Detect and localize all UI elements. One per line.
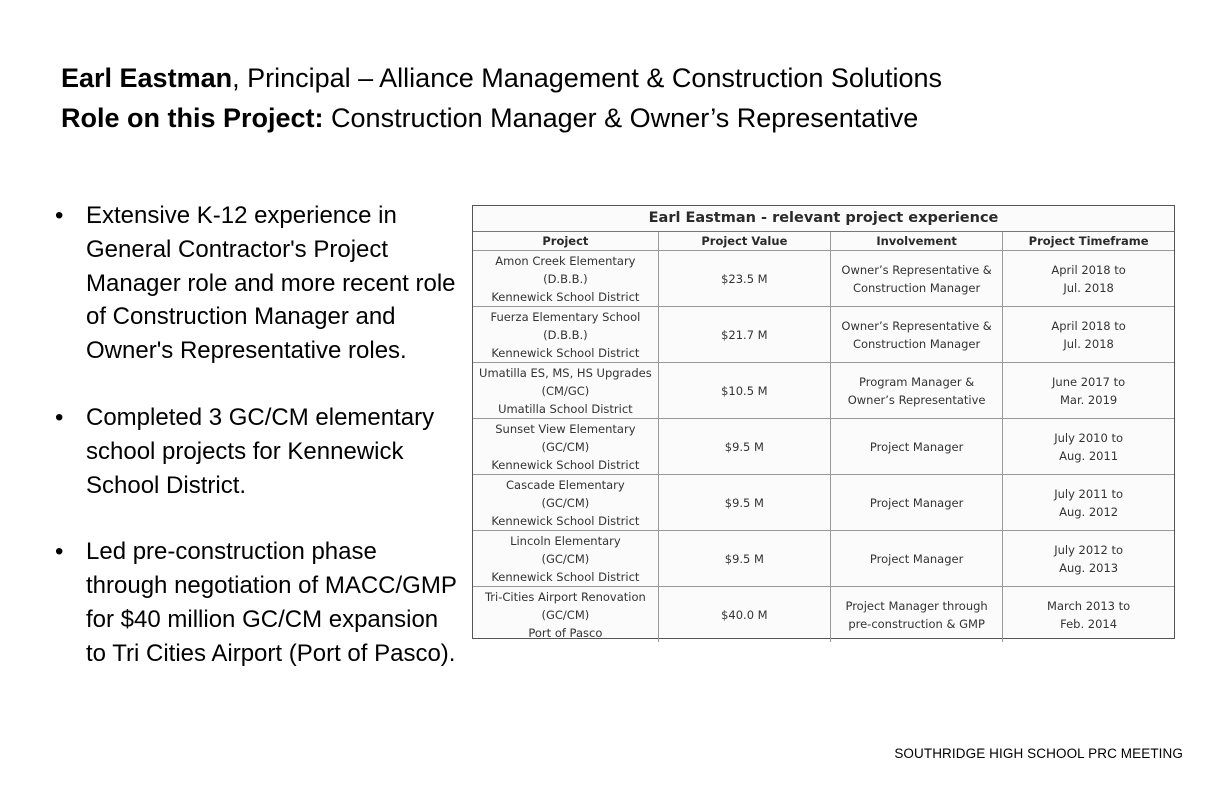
cell-project: [473, 587, 658, 643]
cell-timeframe: [1003, 363, 1174, 419]
timeframe-line: April 2018 to: [1051, 262, 1126, 277]
cell-involvement: [830, 419, 1002, 475]
timeframe-line: Feb. 2014: [1060, 616, 1118, 631]
experience-table-image: [472, 205, 1175, 639]
cell-timeframe: [1003, 419, 1174, 475]
bullet-text: Extensive K-12 experience in General Contractor's Project Manager role and more recent role of Construction Manager and Owner's Representative roles.: [86, 202, 456, 365]
cell-value: $10.5 M: [658, 363, 830, 419]
timeframe-line: Aug. 2013: [1059, 560, 1119, 575]
involvement-line: Construction Manager: [852, 280, 981, 295]
cell-involvement: [830, 475, 1002, 531]
table-row: [473, 307, 1174, 363]
project-line: Amon Creek Elementary: [495, 253, 636, 268]
cell-value: $9.5 M: [658, 419, 830, 475]
timeframe-line: July 2010 to: [1054, 430, 1124, 445]
cell-project: [473, 419, 658, 475]
involvement-line: Owner’s Representative &: [841, 318, 992, 333]
bullet-list: [50, 199, 460, 704]
project-line: Lincoln Elementary: [510, 533, 621, 548]
project-line: Kennewick School District: [491, 457, 640, 472]
project-line: Port of Pasco: [528, 625, 603, 640]
project-line: Sunset View Elementary: [495, 421, 636, 436]
project-line: Umatilla School District: [498, 401, 633, 416]
project-line: (GC/CM): [541, 607, 590, 622]
project-line: Fuerza Elementary School: [490, 309, 641, 324]
cell-project: [473, 363, 658, 419]
timeframe-line: Aug. 2011: [1059, 448, 1119, 463]
involvement-line: Program Manager &: [858, 374, 975, 389]
cell-involvement: [830, 531, 1002, 587]
table-row: [473, 419, 1174, 475]
timeframe-line: Jul. 2018: [1063, 280, 1114, 295]
table-row: [473, 251, 1174, 307]
person-title: , Principal – Alliance Management & Construction Solutions: [232, 63, 942, 93]
timeframe-line: July 2012 to: [1054, 542, 1124, 557]
table-row: [473, 587, 1174, 643]
project-line: (GC/CM): [541, 495, 590, 510]
project-line: Kennewick School District: [491, 513, 640, 528]
cell-timeframe: [1003, 587, 1174, 643]
project-line: (GC/CM): [541, 551, 590, 566]
table-title: Earl Eastman - relevant project experience: [473, 206, 1174, 232]
project-line: Umatilla ES, MS, HS Upgrades: [479, 365, 652, 380]
footer-text: SOUTHRIDGE HIGH SCHOOL PRC MEETING: [894, 746, 1183, 761]
timeframe-line: Aug. 2012: [1059, 504, 1119, 519]
cell-involvement: [830, 251, 1002, 307]
bullet-item: [50, 199, 460, 368]
bullet-text: Led pre-construction phase through negotiation of MACC/GMP for $40 million GC/CM expansion to Tri Cities Airport (Port of Pasco).: [86, 538, 457, 667]
column-header: Project: [473, 232, 658, 251]
experience-table: [473, 232, 1174, 642]
table-row: [473, 531, 1174, 587]
project-line: (D.B.B.): [543, 271, 588, 286]
bullet-icon: •: [55, 538, 64, 566]
cell-timeframe: [1003, 475, 1174, 531]
cell-value: $21.7 M: [658, 307, 830, 363]
column-header: Involvement: [830, 232, 1002, 251]
cell-project: [473, 251, 658, 307]
header-role-line: [61, 98, 1181, 138]
table-header-row: [473, 232, 1174, 251]
cell-value: $40.0 M: [658, 587, 830, 643]
involvement-line: Owner’s Representative: [847, 392, 986, 407]
cell-timeframe: [1003, 307, 1174, 363]
cell-value: $9.5 M: [658, 531, 830, 587]
cell-project: [473, 531, 658, 587]
cell-value: $23.5 M: [658, 251, 830, 307]
cell-timeframe: [1003, 251, 1174, 307]
project-line: (CM/GC): [541, 383, 590, 398]
project-line: Cascade Elementary: [506, 477, 625, 492]
timeframe-line: April 2018 to: [1051, 318, 1126, 333]
role-value: Construction Manager & Owner’s Representative: [323, 103, 919, 133]
project-line: (D.B.B.): [543, 327, 588, 342]
involvement-line: Project Manager: [869, 551, 964, 566]
table-row: [473, 363, 1174, 419]
cell-involvement: [830, 363, 1002, 419]
timeframe-line: March 2013 to: [1047, 598, 1131, 613]
page-header: [61, 58, 1181, 138]
column-header: Project Value: [658, 232, 830, 251]
bullet-item: [50, 401, 460, 502]
cell-involvement: [830, 307, 1002, 363]
timeframe-line: Mar. 2019: [1059, 392, 1118, 407]
involvement-line: Project Manager through: [845, 598, 988, 613]
bullet-icon: •: [55, 202, 64, 229]
involvement-line: Owner’s Representative &: [841, 262, 992, 277]
bullet-text: Completed 3 GC/CM elementary school projects for Kennewick School District.: [86, 403, 435, 499]
table-row: [473, 475, 1174, 531]
project-line: Kennewick School District: [491, 289, 640, 304]
cell-project: [473, 475, 658, 531]
cell-value: $9.5 M: [658, 475, 830, 531]
project-line: (GC/CM): [541, 439, 590, 454]
cell-project: [473, 307, 658, 363]
cell-involvement: [830, 587, 1002, 643]
timeframe-line: July 2011 to: [1054, 486, 1124, 501]
cell-timeframe: [1003, 531, 1174, 587]
project-line: Kennewick School District: [491, 345, 640, 360]
involvement-line: Construction Manager: [852, 336, 981, 351]
header-name-line: [61, 58, 1181, 98]
timeframe-line: Jul. 2018: [1063, 336, 1114, 351]
involvement-line: Project Manager: [869, 439, 964, 454]
project-line: Tri-Cities Airport Renovation: [484, 589, 646, 604]
involvement-line: pre-construction & GMP: [848, 616, 985, 631]
role-label: Role on this Project:: [61, 103, 324, 133]
column-header: Project Timeframe: [1003, 232, 1174, 251]
person-name: Earl Eastman: [61, 63, 233, 93]
project-line: Kennewick School District: [491, 569, 640, 584]
bullet-item: [50, 535, 460, 670]
involvement-line: Project Manager: [869, 495, 964, 510]
timeframe-line: June 2017 to: [1052, 374, 1126, 389]
bullet-icon: •: [55, 403, 64, 431]
